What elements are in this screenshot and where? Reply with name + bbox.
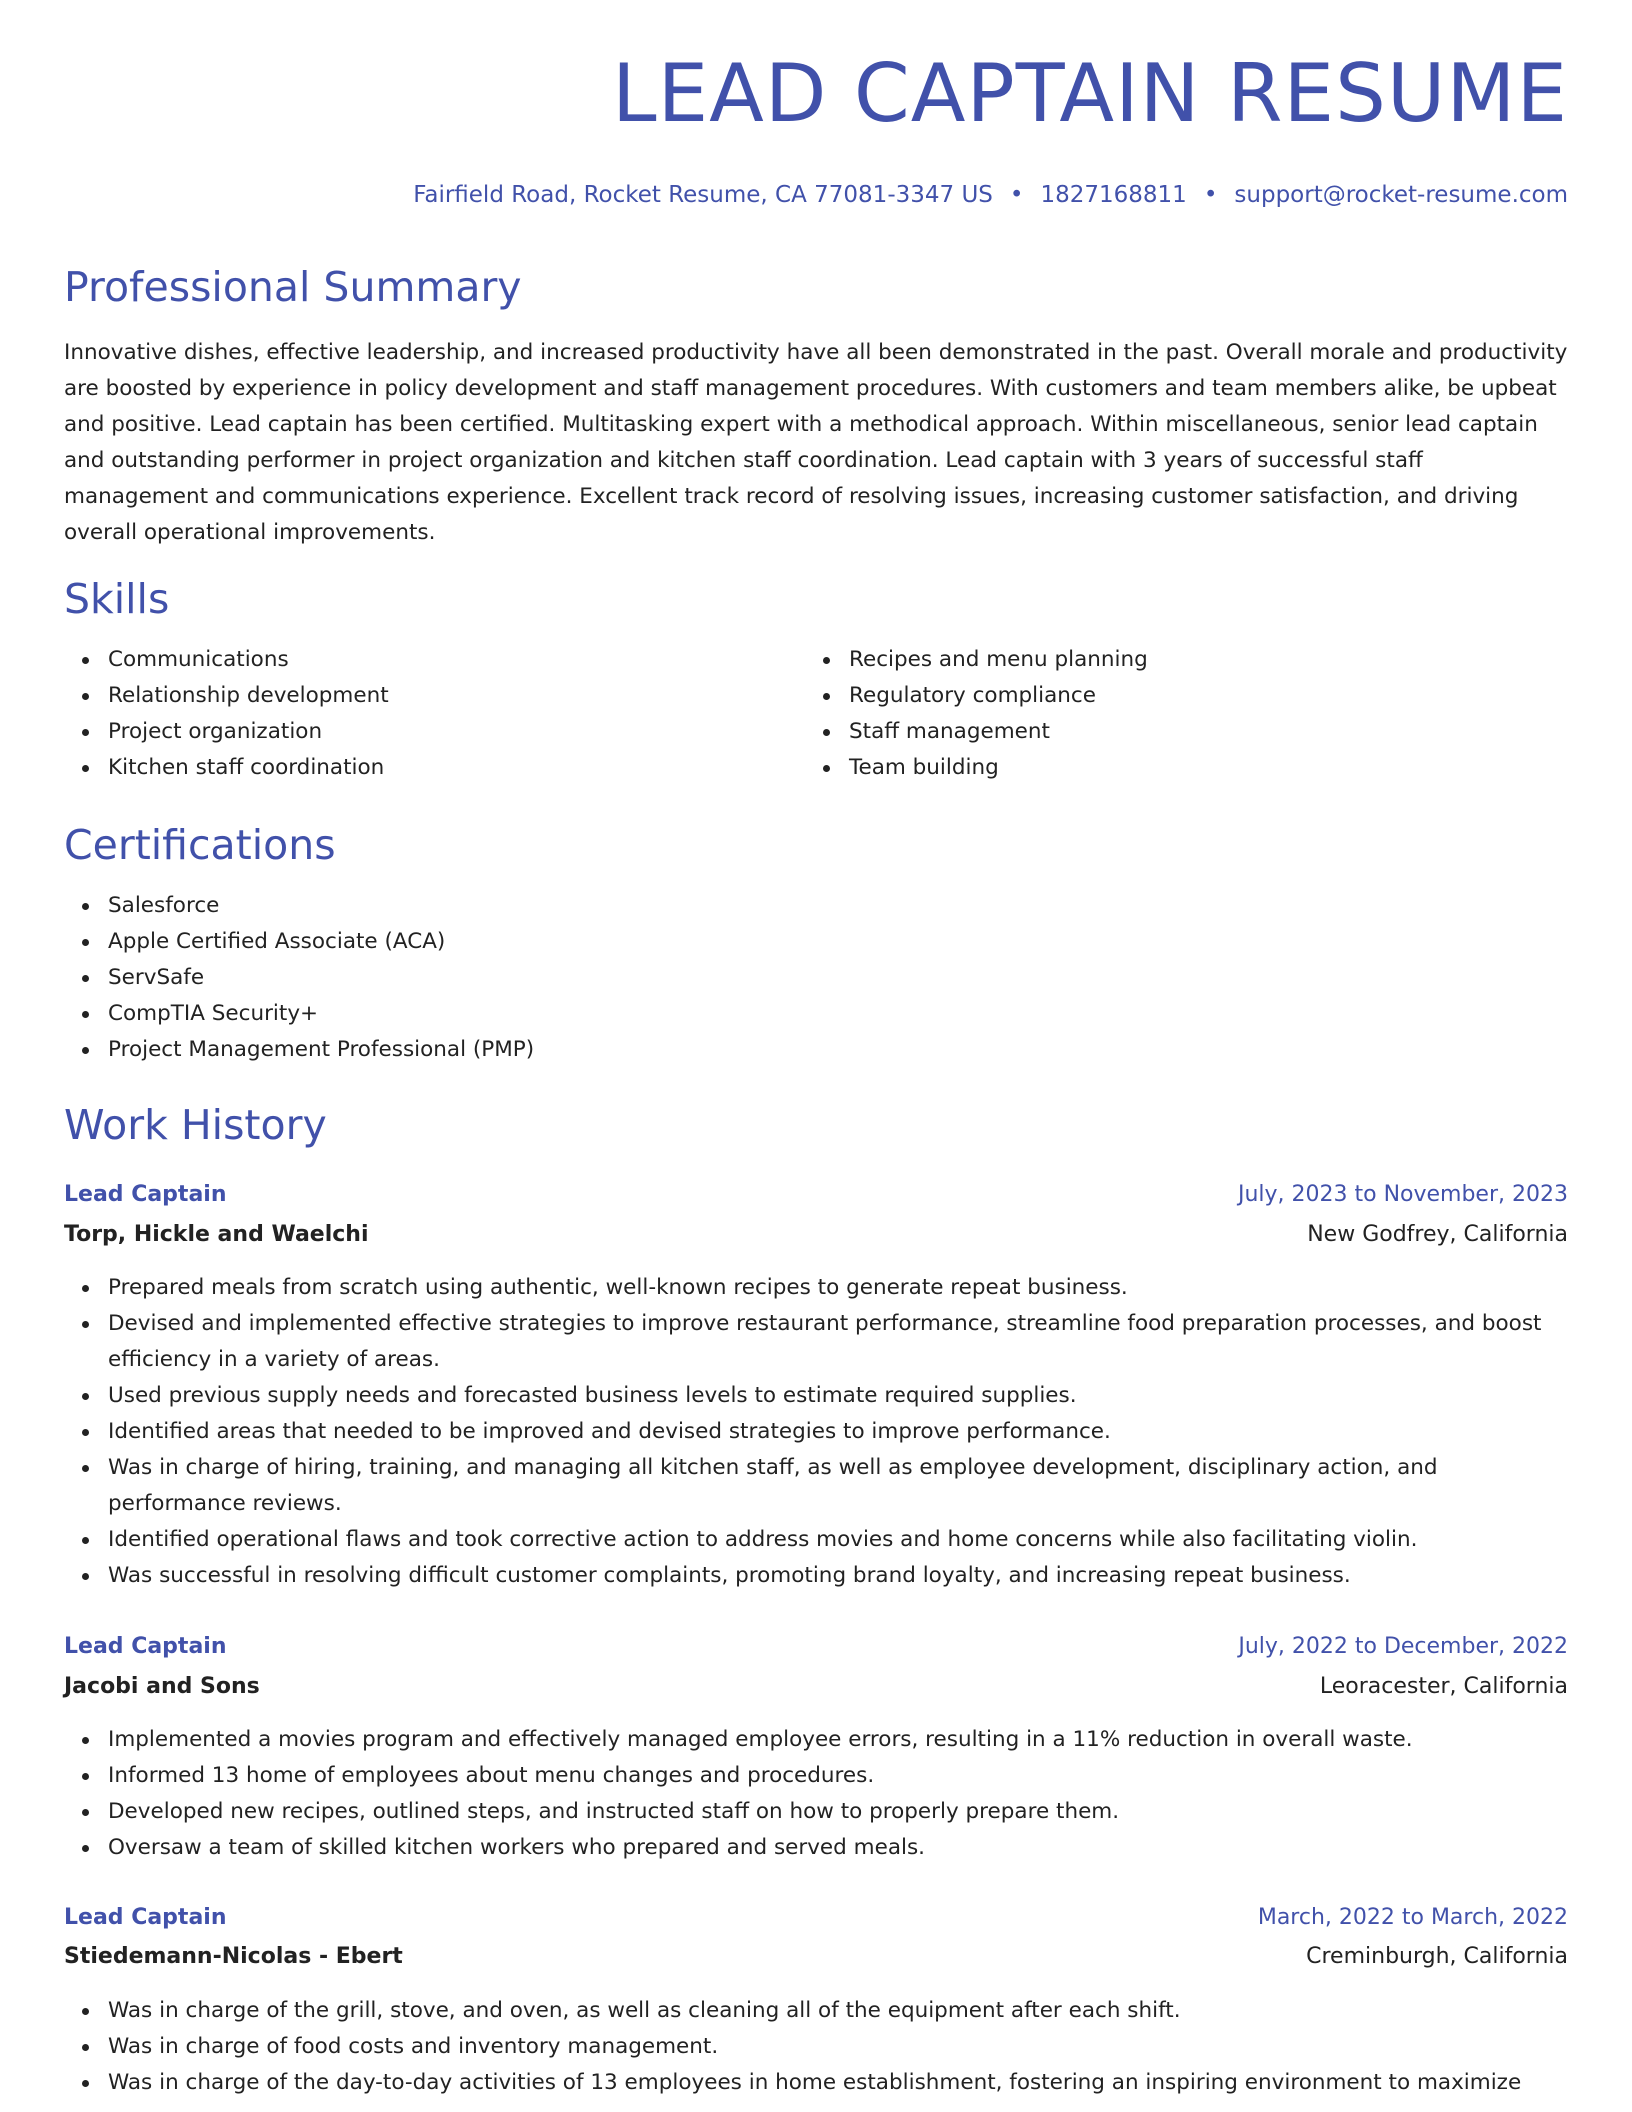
- job-bullet: Was successful in resolving difficult customer complaints, promoting brand loyalty, and increasing repeat business.: [108, 1558, 1568, 1594]
- job-header-row: [64, 1177, 1568, 1213]
- job-company-row: [64, 1669, 1568, 1705]
- job-company-row: [64, 1939, 1568, 1975]
- job-dates: July, 2022 to December, 2022: [1238, 1634, 1568, 1659]
- job-header-row: [64, 1629, 1568, 1665]
- job-bullets: [64, 1993, 1568, 2101]
- certification-item: Salesforce: [108, 888, 1568, 924]
- job-title: Lead Captain: [64, 1182, 227, 1207]
- job-dates: March, 2022 to March, 2022: [1257, 1905, 1568, 1930]
- summary-text: Innovative dishes, effective leadership, and increased productivity have all been demonstrated in the past. Overall morale and productivity are boosted by experience in policy development and staff management procedures. With customers and team members alike, be upbeat and positive. Lead captain has been certified. Multitasking expert with a methodical approach. Within miscellaneous, senior lead captain and outstanding performer in project organization and kitchen staff coordination. Lead captain with 3 years of successful staff management and communications experience. Excellent track record of resolving issues, increasing customer satisfaction, and driving overall operational improvements.: [64, 340, 1568, 545]
- job-header-row: [64, 1900, 1568, 1936]
- job-company: Stiedemann-Nicolas - Ebert: [64, 1944, 403, 1969]
- skill-item: Team building: [849, 750, 1549, 786]
- certifications-heading: Certifications: [64, 821, 336, 869]
- contact-address: Fairfield Road, Rocket Resume, CA 77081-3347 US: [413, 182, 993, 208]
- job-bullet: Was in charge of hiring, training, and managing all kitchen staff, as well as employee development, disciplinary action, and performance reviews.: [108, 1450, 1568, 1522]
- skill-item: Regulatory compliance: [849, 678, 1549, 714]
- job-bullet: Was in charge of food costs and inventory management.: [108, 2029, 1568, 2065]
- job-location: New Godfrey, California: [1307, 1222, 1568, 1247]
- job-bullets: [64, 1270, 1568, 1594]
- skill-item: Relationship development: [108, 678, 798, 714]
- job-bullet: Identified areas that needed to be improved and devised strategies to improve performance.: [108, 1414, 1568, 1450]
- job-bullet: Implemented a movies program and effectively managed employee errors, resulting in a 11% reduction in overall waste.: [108, 1722, 1568, 1758]
- job-location: Creminburgh, California: [1306, 1944, 1568, 1969]
- job-bullet: Used previous supply needs and forecasted business levels to estimate required supplies.: [108, 1378, 1568, 1414]
- job-title: Lead Captain: [64, 1905, 227, 1930]
- work-history-heading: Work History: [64, 1101, 327, 1149]
- job-dates: July, 2023 to November, 2023: [1237, 1182, 1568, 1207]
- job-company: Jacobi and Sons: [64, 1674, 260, 1699]
- contact-email[interactable]: support@rocket-resume.com: [1234, 182, 1568, 208]
- skill-item: Staff management: [849, 714, 1549, 750]
- skills-list-right: [805, 642, 1549, 786]
- contact-phone: 1827168811: [1040, 182, 1187, 208]
- job-bullet: Developed new recipes, outlined steps, and instructed staff on how to properly prepare them.: [108, 1794, 1568, 1830]
- contact-info: [413, 180, 1568, 210]
- job-location: Leoracester, California: [1319, 1674, 1568, 1699]
- certification-item: Project Management Professional (PMP): [108, 1032, 1568, 1068]
- job-bullet: Was in charge of the day-to-day activities of 13 employees in home establishment, fostering an inspiring environment to maximize: [108, 2065, 1568, 2101]
- contact-separator: •: [1203, 182, 1218, 208]
- certification-item: Apple Certified Associate (ACA): [108, 924, 1568, 960]
- job-title: Lead Captain: [64, 1634, 227, 1659]
- certifications-list: [64, 888, 1568, 1068]
- summary-heading: Professional Summary: [64, 263, 522, 311]
- job-bullet: Identified operational flaws and took corrective action to address movies and home concerns while also facilitating violin.: [108, 1522, 1568, 1558]
- job-bullet: Informed 13 home of employees about menu changes and procedures.: [108, 1758, 1568, 1794]
- skills-heading: Skills: [64, 575, 170, 623]
- skills-list-left: [64, 642, 798, 786]
- certification-item: CompTIA Security+: [108, 996, 1568, 1032]
- skill-item: Project organization: [108, 714, 798, 750]
- job-bullet: Devised and implemented effective strategies to improve restaurant performance, streamline food preparation processes, and boost efficiency in a variety of areas.: [108, 1306, 1568, 1378]
- job-bullet: Prepared meals from scratch using authentic, well-known recipes to generate repeat business.: [108, 1270, 1568, 1306]
- certification-item: ServSafe: [108, 960, 1568, 996]
- job-bullet: Was in charge of the grill, stove, and oven, as well as cleaning all of the equipment after each shift.: [108, 1993, 1568, 2029]
- job-company: Torp, Hickle and Waelchi: [64, 1222, 369, 1247]
- skill-item: Communications: [108, 642, 798, 678]
- job-company-row: [64, 1217, 1568, 1253]
- resume-title: LEAD CAPTAIN RESUME: [612, 47, 1568, 140]
- skill-item: Kitchen staff coordination: [108, 750, 798, 786]
- skill-item: Recipes and menu planning: [849, 642, 1549, 678]
- contact-separator: •: [1009, 182, 1024, 208]
- job-bullets: [64, 1722, 1568, 1866]
- job-bullet: Oversaw a team of skilled kitchen workers who prepared and served meals.: [108, 1830, 1568, 1866]
